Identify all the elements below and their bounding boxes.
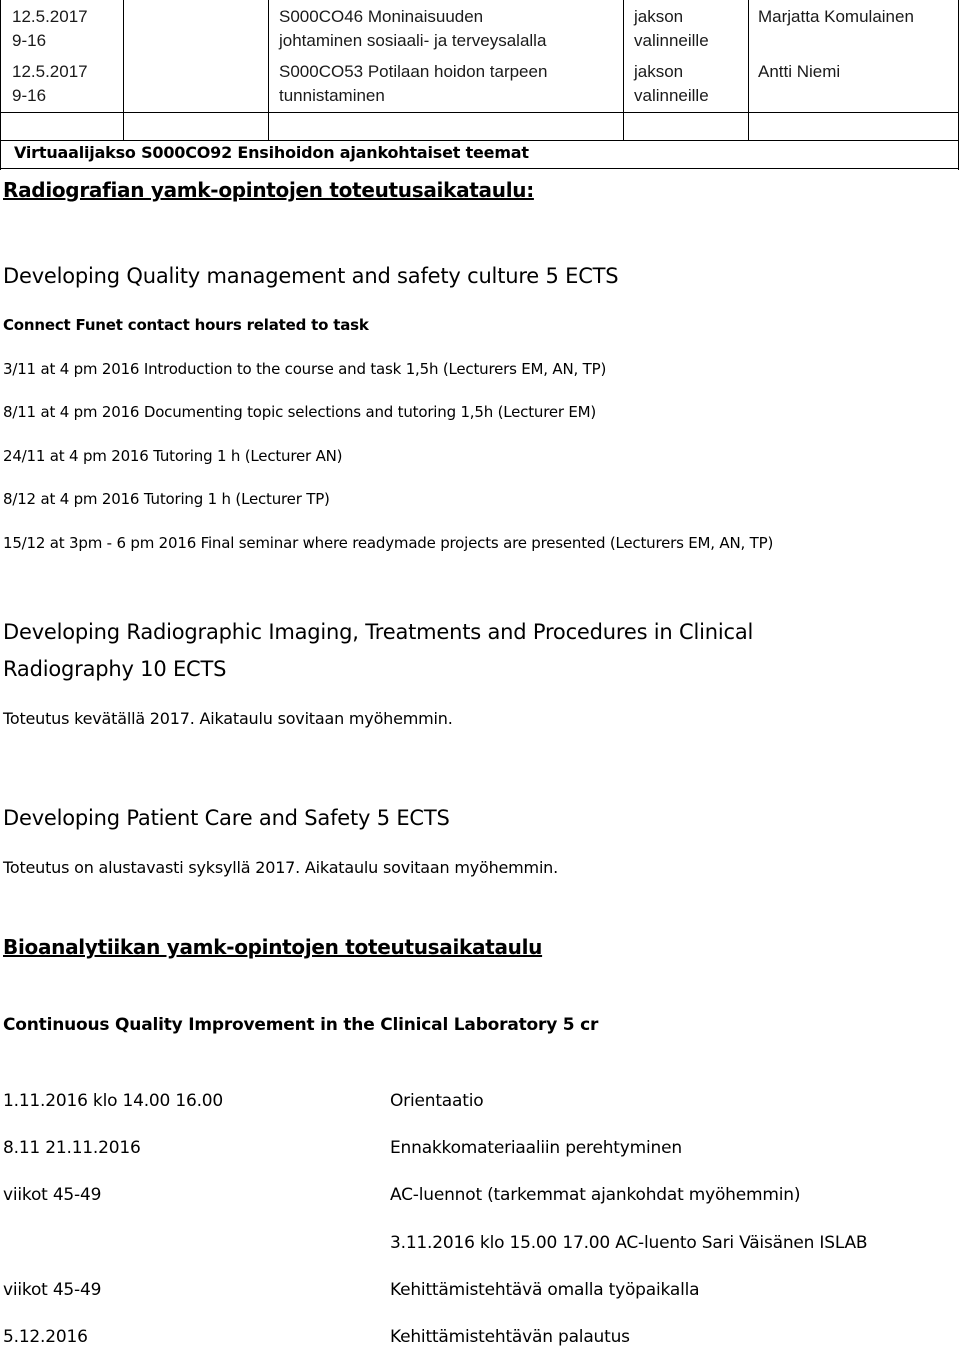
schedule-what: 3.11.2016 klo 15.00 17.00 AC-luento Sari Väisänen ISLAB	[390, 1233, 868, 1253]
schedule-when: viikot 45-49	[3, 1280, 102, 1300]
course-cell	[279, 60, 547, 108]
teacher-cell: Marjatta Komulainen	[758, 7, 914, 26]
virtual-course-row: Virtuaalijakso S000CO92 Ensihoidon ajankohtaiset teemat	[14, 143, 529, 162]
time-cell: 9-16	[12, 86, 47, 105]
teacher-cell: Antti Niemi	[758, 62, 841, 81]
table-row-divider	[0, 112, 959, 113]
table-row-divider	[0, 140, 959, 141]
schedule-table	[0, 0, 960, 170]
course-note: Toteutus kevätällä 2017. Aikataulu sovitaan myöhemmin.	[3, 709, 453, 728]
type-text: jakson	[634, 62, 684, 81]
course-cell	[279, 5, 546, 53]
schedule-when: viikot 45-49	[3, 1185, 102, 1205]
schedule-when: 5.12.2016	[3, 1327, 88, 1347]
schedule-what: Kehittämistehtävä omalla työpaikalla	[390, 1280, 700, 1300]
course-name-cont: tunnistaminen	[279, 86, 385, 105]
schedule-when: 8.11 21.11.2016	[3, 1138, 141, 1158]
session-item: 8/11 at 4 pm 2016 Documenting topic selections and tutoring 1,5h (Lecturer EM)	[3, 403, 597, 421]
type-cell	[634, 5, 709, 53]
type-text-cont: valinneille	[634, 31, 709, 50]
schedule-what: Ennakkomateriaaliin perehtyminen	[390, 1138, 682, 1158]
course-title: Developing Patient Care and Safety 5 ECTS	[3, 806, 450, 830]
course-note: Toteutus on alustavasti syksyllä 2017. Aikataulu sovitaan myöhemmin.	[3, 858, 559, 877]
schedule-what: Orientaatio	[390, 1091, 484, 1111]
date-cell: 12.5.2017	[12, 62, 88, 81]
session-item: 24/11 at 4 pm 2016 Tutoring 1 h (Lecturer AN)	[3, 447, 343, 465]
session-item: 15/12 at 3pm - 6 pm 2016 Final seminar where readymade projects are presented (Lecturers EM, AN, TP)	[3, 534, 774, 552]
session-item: 3/11 at 4 pm 2016 Introduction to the course and task 1,5h (Lecturers EM, AN, TP)	[3, 360, 607, 378]
type-text-cont: valinneille	[634, 86, 709, 105]
course-title: Developing Quality management and safety culture 5 ECTS	[3, 264, 619, 288]
time-cell: 9-16	[12, 31, 47, 50]
course-name: S000CO46 Moninaisuuden	[279, 7, 484, 26]
table-border-left	[0, 0, 1, 170]
course-title: Continuous Quality Improvement in the Clinical Laboratory 5 cr	[3, 1015, 599, 1035]
table-divider	[123, 0, 124, 140]
table-divider	[748, 0, 749, 140]
table-border-bottom	[0, 168, 959, 169]
type-text: jakson	[634, 7, 684, 26]
session-item: 8/12 at 4 pm 2016 Tutoring 1 h (Lecturer TP)	[3, 490, 330, 508]
table-row	[12, 5, 88, 53]
table-border-right	[958, 0, 959, 170]
course-name: S000CO53 Potilaan hoidon tarpeen	[279, 62, 548, 81]
radiography-heading: Radiografian yamk-opintojen toteutusaikataulu:	[3, 178, 534, 202]
type-cell	[634, 60, 709, 108]
course-title: Developing Radiographic Imaging, Treatments and Procedures in Clinical	[3, 620, 754, 644]
schedule-when: 1.11.2016 klo 14.00 16.00	[3, 1091, 224, 1111]
course-title-cont: Radiography 10 ECTS	[3, 657, 227, 681]
table-divider	[268, 0, 269, 140]
schedule-what: Kehittämistehtävän palautus	[390, 1327, 630, 1347]
date-cell: 12.5.2017	[12, 7, 88, 26]
course-name-cont: johtaminen sosiaali- ja terveysalalla	[279, 31, 547, 50]
schedule-what: AC-luennot (tarkemmat ajankohdat myöhemmin)	[390, 1185, 801, 1205]
bioanalytics-heading: Bioanalytiikan yamk-opintojen toteutusaikataulu	[3, 935, 543, 959]
table-divider	[623, 0, 624, 140]
course-subtitle: Connect Funet contact hours related to task	[3, 316, 369, 334]
table-row	[12, 60, 88, 108]
